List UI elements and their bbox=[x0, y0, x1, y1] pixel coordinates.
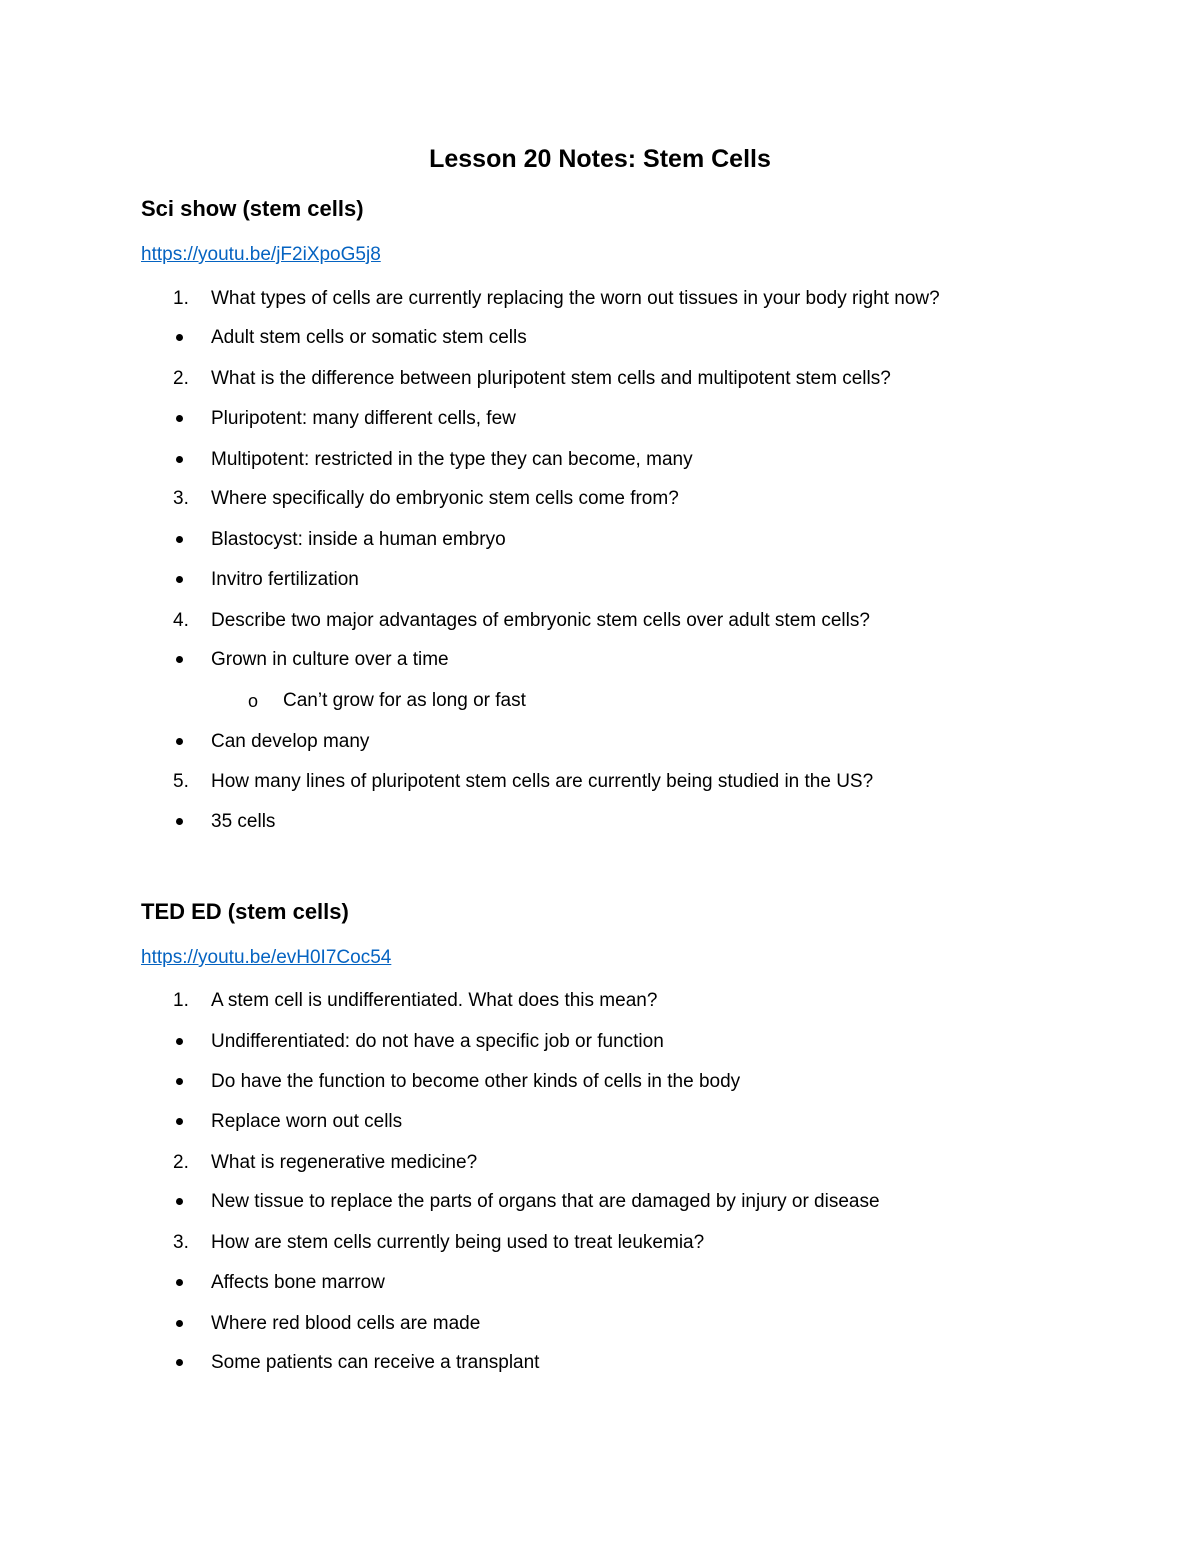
list-number: 3. bbox=[173, 488, 189, 509]
list-number: 4. bbox=[173, 610, 189, 631]
sci-show-video-link[interactable]: https://youtu.be/jF2iXpoG5j8 bbox=[141, 244, 381, 265]
answer-text: Multipotent: restricted in the type they can become, many bbox=[211, 449, 693, 470]
list-number: 3. bbox=[173, 1232, 189, 1253]
answer-text: Invitro fertilization bbox=[211, 569, 359, 590]
answer-text: Replace worn out cells bbox=[211, 1111, 403, 1132]
answer-text: Blastocyst: inside a human embryo bbox=[211, 529, 506, 550]
answer-text: Where red blood cells are made bbox=[211, 1313, 481, 1334]
answer-text: Undifferentiated: do not have a specific job or function bbox=[211, 1031, 664, 1052]
question-text: What is regenerative medicine? bbox=[211, 1152, 478, 1173]
question-text: How many lines of pluripotent stem cells are currently being studied in the US? bbox=[211, 771, 874, 792]
document-title: Lesson 20 Notes: Stem Cells bbox=[429, 145, 771, 173]
question-text: Where specifically do embryonic stem cells come from? bbox=[211, 488, 679, 509]
section-heading-sci-show: Sci show (stem cells) bbox=[141, 196, 364, 221]
list-number: 2. bbox=[173, 368, 189, 389]
answer-text: Grown in culture over a time bbox=[211, 649, 449, 670]
answer-text: Affects bone marrow bbox=[211, 1272, 385, 1293]
question-text: What types of cells are currently replacing the worn out tissues in your body right now? bbox=[211, 288, 940, 309]
sub-bullet-marker: o bbox=[248, 691, 259, 711]
ted-ed-video-link[interactable]: https://youtu.be/evH0I7Coc54 bbox=[141, 947, 392, 968]
question-text: Describe two major advantages of embryonic stem cells over adult stem cells? bbox=[211, 610, 870, 631]
list-number: 1. bbox=[173, 288, 189, 309]
list-number: 1. bbox=[173, 990, 189, 1011]
question-text: How are stem cells currently being used to treat leukemia? bbox=[211, 1232, 705, 1253]
answer-text: Do have the function to become other kinds of cells in the body bbox=[211, 1071, 741, 1092]
answer-text: New tissue to replace the parts of organs that are damaged by injury or disease bbox=[211, 1191, 880, 1212]
answer-text: Can’t grow for as long or fast bbox=[283, 690, 526, 711]
list-number: 2. bbox=[173, 1152, 189, 1173]
answer-text: 35 cells bbox=[211, 811, 276, 832]
answer-text: Pluripotent: many different cells, few bbox=[211, 408, 516, 429]
answer-text: Can develop many bbox=[211, 731, 370, 752]
list-number: 5. bbox=[173, 771, 189, 792]
answer-text: Some patients can receive a transplant bbox=[211, 1352, 540, 1373]
answer-text: Adult stem cells or somatic stem cells bbox=[211, 327, 527, 348]
question-text: A stem cell is undifferentiated. What does this mean? bbox=[211, 990, 658, 1011]
question-text: What is the difference between pluripotent stem cells and multipotent stem cells? bbox=[211, 368, 891, 389]
section-heading-ted-ed: TED ED (stem cells) bbox=[141, 899, 349, 924]
